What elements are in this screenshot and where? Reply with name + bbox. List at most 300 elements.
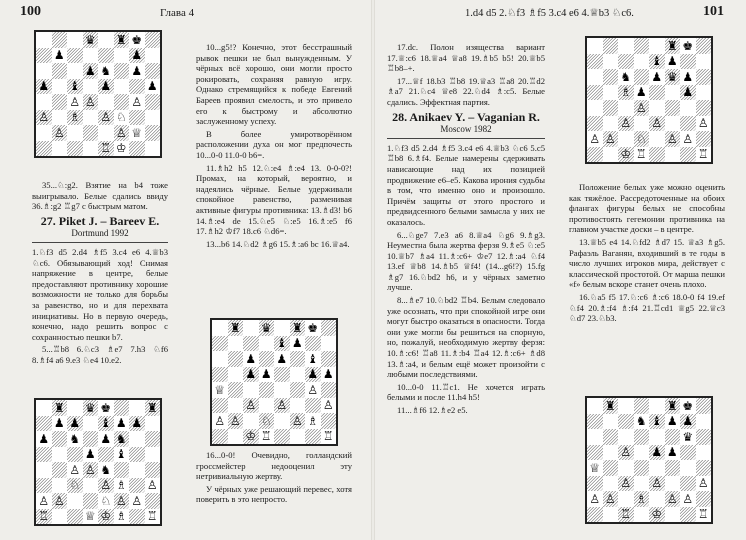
board-square (52, 416, 68, 432)
board-square (634, 131, 650, 147)
board-square (618, 398, 634, 414)
black-pawn-icon: ♟ (666, 445, 678, 460)
page-number-left: 100 (20, 4, 41, 19)
board-square (696, 414, 712, 430)
board-square (618, 429, 634, 445)
board-square (83, 509, 99, 525)
board-square (649, 85, 665, 101)
board-square (228, 351, 244, 367)
white-bishop-icon: ♗ (620, 85, 632, 100)
black-queen-icon: ♛ (84, 32, 96, 47)
board-square (98, 110, 114, 126)
board-square (129, 400, 145, 416)
white-bishop-icon: ♗ (307, 413, 319, 428)
board-square (696, 85, 712, 101)
board-square (98, 141, 114, 157)
board-square (634, 38, 650, 54)
annotation-text: В более умиротворённом расположении духа он мог предпочесть 10...0-0 11.0-0 b6=. (196, 128, 352, 160)
board-square (649, 131, 665, 147)
board-square (680, 147, 696, 163)
black-pawn-icon: ♟ (69, 416, 81, 431)
board-square (212, 398, 228, 414)
board-square (274, 320, 290, 336)
board-square (665, 460, 681, 476)
board-square (665, 131, 681, 147)
board-square (98, 125, 114, 141)
chess-diagram-5 (585, 396, 713, 524)
running-header: 1.d4 d5 2.♘f3 ♗f5 3.c4 e6 4.♕b3 ♘c6. (465, 8, 634, 19)
board-square (634, 429, 650, 445)
board-square (36, 400, 52, 416)
white-rook-icon: ♖ (100, 141, 112, 156)
board-square (83, 400, 99, 416)
white-pawn-icon: ♙ (53, 125, 65, 140)
white-queen-icon: ♕ (214, 382, 226, 397)
board-square (603, 147, 619, 163)
board-square (145, 416, 161, 432)
board-square (129, 509, 145, 525)
board-square (665, 100, 681, 116)
board-square (243, 351, 259, 367)
black-pawn-icon: ♟ (635, 85, 647, 100)
board-square (649, 491, 665, 507)
board-square (603, 445, 619, 461)
board-square (587, 460, 603, 476)
white-rook-icon: ♖ (620, 507, 632, 522)
black-knight-icon: ♞ (100, 63, 112, 78)
board-square (603, 38, 619, 54)
black-pawn-icon: ♟ (260, 367, 272, 382)
white-king-icon: ♔ (100, 509, 112, 524)
moves-text: 1.♘f3 d5 2.d4 ♗f5 3.c4 e6 4.♕b3 ♘c6. Обязывающий ход! Снимая напряжение в центре, белые предоставляют противнику хорошие возможности не только для борьбы за равенство, но и для перехвата инициативы. Но в первую очередь, конечно, надо решить вопрос с сохранностью пешки b7. (32, 246, 168, 342)
board-square (83, 48, 99, 64)
board-square (129, 431, 145, 447)
board-square (114, 79, 130, 95)
board-square (587, 85, 603, 101)
board-square (36, 141, 52, 157)
board-square (114, 416, 130, 432)
board-square (243, 320, 259, 336)
black-rook-icon: ♜ (291, 320, 303, 335)
board-square (290, 351, 306, 367)
board-square (680, 131, 696, 147)
board-square (649, 460, 665, 476)
board-square (98, 447, 114, 463)
white-rook-icon: ♖ (697, 507, 709, 522)
black-pawn-icon: ♟ (53, 416, 65, 431)
white-pawn-icon: ♙ (146, 478, 158, 493)
board-square (259, 413, 275, 429)
white-pawn-icon: ♙ (604, 491, 616, 506)
board-square (83, 32, 99, 48)
white-pawn-icon: ♙ (635, 100, 647, 115)
board-square (680, 414, 696, 430)
board-square (212, 320, 228, 336)
board-square (680, 491, 696, 507)
black-pawn-icon: ♟ (131, 48, 143, 63)
board-square (305, 382, 321, 398)
white-queen-icon: ♕ (84, 509, 96, 524)
black-pawn-icon: ♟ (131, 63, 143, 78)
board-square (129, 493, 145, 509)
board-square (259, 429, 275, 445)
black-bishop-icon: ♝ (69, 79, 81, 94)
board-square (98, 400, 114, 416)
board-square (603, 507, 619, 523)
board-square (114, 125, 130, 141)
board-square (290, 320, 306, 336)
black-king-icon: ♚ (682, 398, 694, 413)
white-pawn-icon: ♙ (131, 94, 143, 109)
board-square (259, 320, 275, 336)
board-square (680, 476, 696, 492)
white-pawn-icon: ♙ (666, 131, 678, 146)
board-square (228, 429, 244, 445)
white-rook-icon: ♖ (322, 429, 334, 444)
board-square (603, 491, 619, 507)
black-pawn-icon: ♟ (682, 414, 694, 429)
black-rook-icon: ♜ (666, 38, 678, 53)
black-pawn-icon: ♟ (245, 351, 257, 366)
chess-diagram-1 (34, 30, 162, 158)
board-square (587, 491, 603, 507)
board-square (114, 63, 130, 79)
board-square (36, 478, 52, 494)
board-square (321, 320, 337, 336)
white-pawn-icon: ♙ (604, 131, 616, 146)
left-column-2-bottom (196, 450, 352, 507)
board-square (212, 413, 228, 429)
board-square (587, 147, 603, 163)
board-square (680, 398, 696, 414)
white-rook-icon: ♖ (635, 147, 647, 162)
board-square (98, 63, 114, 79)
board-square (696, 54, 712, 70)
white-pawn-icon: ♙ (245, 398, 257, 413)
board-square (98, 431, 114, 447)
board-square (259, 351, 275, 367)
board-square (52, 493, 68, 509)
black-pawn-icon: ♟ (100, 431, 112, 446)
board-square (67, 478, 83, 494)
board-square (36, 431, 52, 447)
left-column-1 (32, 180, 168, 368)
board-square (665, 38, 681, 54)
board-square (696, 69, 712, 85)
board-square (83, 493, 99, 509)
white-pawn-icon: ♙ (666, 491, 678, 506)
board-square (603, 398, 619, 414)
board-square (321, 398, 337, 414)
board-square (145, 110, 161, 126)
black-pawn-icon: ♟ (276, 351, 288, 366)
black-pawn-icon: ♟ (291, 336, 303, 351)
board-square (259, 336, 275, 352)
white-pawn-icon: ♙ (53, 493, 65, 508)
white-rook-icon: ♖ (260, 429, 272, 444)
board-square (305, 413, 321, 429)
annotation-text: Положение белых уже можно оценить как тяжёлое. Рассредоточенные на обоих флангах фигуры белых не способны противостоять гегемонии противника на главном участке доски – в центре. (569, 182, 725, 235)
board-square (145, 509, 161, 525)
board-square (67, 63, 83, 79)
board-square (680, 38, 696, 54)
board-square (696, 131, 712, 147)
board-square (243, 398, 259, 414)
board-square (129, 48, 145, 64)
board-square (321, 351, 337, 367)
moves-text: 11...♗f6 12.♗e2 e5. (397, 405, 468, 415)
board-square (618, 131, 634, 147)
board-square (618, 69, 634, 85)
black-rook-icon: ♜ (229, 320, 241, 335)
board-square (243, 382, 259, 398)
board-square (665, 507, 681, 523)
board-square (696, 491, 712, 507)
white-knight-icon: ♘ (260, 413, 272, 428)
board-square (649, 100, 665, 116)
moves-text: 13...b6 14.♘d2 ♗g6 15.♗:a6 bc 16.♕a4. (206, 238, 350, 249)
board-square (680, 460, 696, 476)
board-square (67, 447, 83, 463)
board-square (603, 460, 619, 476)
board-square (83, 63, 99, 79)
board-square (129, 125, 145, 141)
white-knight-icon: ♘ (635, 131, 647, 146)
board-square (321, 336, 337, 352)
board-square (649, 147, 665, 163)
board-square (145, 462, 161, 478)
board-square (67, 416, 83, 432)
board-square (243, 336, 259, 352)
board-square (587, 476, 603, 492)
board-square (603, 131, 619, 147)
board-square (274, 398, 290, 414)
board-square (243, 429, 259, 445)
board-square (52, 79, 68, 95)
board-square (36, 125, 52, 141)
board-square (52, 462, 68, 478)
board-square (228, 382, 244, 398)
game-place: Moscow 1982 (440, 124, 492, 135)
board-square (259, 367, 275, 383)
board-square (680, 54, 696, 70)
board-square (145, 79, 161, 95)
board-square (587, 507, 603, 523)
white-pawn-icon: ♙ (131, 493, 143, 508)
board-square (98, 48, 114, 64)
white-queen-icon: ♕ (589, 460, 601, 475)
board-square (649, 429, 665, 445)
board-square (665, 54, 681, 70)
board-square (649, 445, 665, 461)
black-queen-icon: ♛ (666, 69, 678, 84)
board-square (36, 32, 52, 48)
black-knight-icon: ♞ (635, 414, 647, 429)
board-square (290, 413, 306, 429)
board-square (618, 414, 634, 430)
black-pawn-icon: ♟ (682, 69, 694, 84)
white-pawn-icon: ♙ (620, 476, 632, 491)
black-pawn-icon: ♟ (38, 431, 50, 446)
board-square (665, 476, 681, 492)
annotation-text: 11.♗h2 h5 12.♘:e4 ♗:e4 13. 0-0-0?! Промах, на который, вероятно, и надеялись чёрные. Белые удерживали спокойное равенство, разменивая активные фигуры противника: 13.♗d3! b6 14.♗:e4 de 15.♘e5 ♘:e5 16.♗:e5 f6 17.♗h2 ♔f7 18.c6 ♘d6=. (196, 162, 352, 237)
board-square (696, 147, 712, 163)
white-pawn-icon: ♙ (322, 398, 334, 413)
board-square (618, 491, 634, 507)
black-king-icon: ♚ (307, 320, 319, 335)
board-square (83, 79, 99, 95)
board-square (212, 367, 228, 383)
black-bishop-icon: ♝ (115, 447, 127, 462)
board-square (649, 398, 665, 414)
white-pawn-icon: ♙ (69, 462, 81, 477)
board-square (145, 94, 161, 110)
board-square (114, 94, 130, 110)
white-king-icon: ♔ (651, 507, 663, 522)
board-square (665, 147, 681, 163)
white-rook-icon: ♖ (38, 509, 50, 524)
board-square (145, 431, 161, 447)
white-pawn-icon: ♙ (589, 491, 601, 506)
board-square (129, 94, 145, 110)
annotation-text: 17.dc. Полон изящества вариант 17.♕:c6 18.♕a4 ♕a8 19.♗b5 b5! 20.♕b5 ♖b8–+. (387, 42, 545, 74)
board-square (67, 462, 83, 478)
moves-text: 16.♘a5 f5 17.♘:c6 ♗:c6 18.0-0 f4 19.ef ♘f4 20.♗:f4 ♗:f4 21.♖cd1 ♕g5 22.♕c3 ♘d7 23.♘b3. (569, 291, 725, 324)
board-square (98, 493, 114, 509)
black-pawn-icon: ♟ (666, 414, 678, 429)
board-square (243, 367, 259, 383)
black-rook-icon: ♜ (604, 398, 616, 413)
board-square (36, 110, 52, 126)
board-square (36, 509, 52, 525)
board-square (67, 110, 83, 126)
board-square (618, 460, 634, 476)
board-square (83, 478, 99, 494)
board-square (98, 416, 114, 432)
board-square (587, 116, 603, 132)
chapter-title: Глава 4 (160, 7, 195, 19)
board-square (83, 110, 99, 126)
board-square (67, 431, 83, 447)
board-square (145, 63, 161, 79)
board-square (67, 509, 83, 525)
board-square (52, 125, 68, 141)
black-bishop-icon: ♝ (100, 416, 112, 431)
white-knight-icon: ♘ (115, 110, 127, 125)
board-square (305, 367, 321, 383)
game-place: Dortmund 1992 (71, 228, 129, 239)
divider (387, 138, 545, 139)
board-square (649, 69, 665, 85)
board-square (36, 462, 52, 478)
board-square (587, 429, 603, 445)
white-bishop-icon: ♗ (635, 491, 647, 506)
board-square (665, 429, 681, 445)
board-square (98, 478, 114, 494)
board-square (680, 85, 696, 101)
board-square (129, 416, 145, 432)
board-square (305, 429, 321, 445)
white-pawn-icon: ♙ (100, 478, 112, 493)
black-pawn-icon: ♟ (146, 79, 158, 94)
board-square (52, 447, 68, 463)
white-pawn-icon: ♙ (697, 476, 709, 491)
black-pawn-icon: ♟ (84, 63, 96, 78)
board-square (52, 478, 68, 494)
annotation-text: У чёрных уже решающий перевес, хотя поверить в это непросто. (196, 483, 352, 505)
divider (32, 242, 168, 243)
black-king-icon: ♚ (131, 32, 143, 47)
board-square (649, 507, 665, 523)
board-square (145, 400, 161, 416)
white-pawn-icon: ♙ (651, 116, 663, 131)
white-pawn-icon: ♙ (214, 413, 226, 428)
white-knight-icon: ♘ (69, 478, 81, 493)
board-square (145, 141, 161, 157)
board-square (587, 398, 603, 414)
board-square (52, 48, 68, 64)
board-square (665, 445, 681, 461)
board-square (129, 141, 145, 157)
board-square (649, 38, 665, 54)
board-square (274, 429, 290, 445)
black-pawn-icon: ♟ (38, 79, 50, 94)
board-square (52, 400, 68, 416)
board-square (587, 414, 603, 430)
white-bishop-icon: ♗ (69, 110, 81, 125)
board-square (634, 414, 650, 430)
chess-diagram-2 (34, 398, 162, 526)
board-square (321, 413, 337, 429)
board-square (36, 447, 52, 463)
black-pawn-icon: ♟ (131, 416, 143, 431)
board-square (228, 367, 244, 383)
board-square (212, 336, 228, 352)
board-square (83, 94, 99, 110)
white-queen-icon: ♕ (131, 125, 143, 140)
black-pawn-icon: ♟ (307, 367, 319, 382)
annotation-text: 16...0-0! Очевидно, голландский гроссмейстер недооценил эту нетривиальную жертву. (196, 450, 352, 482)
black-pawn-icon: ♟ (682, 85, 694, 100)
black-knight-icon: ♞ (620, 69, 632, 84)
board-square (274, 413, 290, 429)
board-square (36, 416, 52, 432)
board-square (52, 110, 68, 126)
board-square (587, 38, 603, 54)
board-square (649, 54, 665, 70)
board-square (696, 100, 712, 116)
board-square (634, 491, 650, 507)
board-square (274, 336, 290, 352)
board-square (36, 79, 52, 95)
board-square (83, 141, 99, 157)
black-bishop-icon: ♝ (651, 54, 663, 69)
board-square (243, 413, 259, 429)
board-square (649, 116, 665, 132)
board-square (67, 125, 83, 141)
board-square (98, 462, 114, 478)
board-square (634, 85, 650, 101)
board-square (67, 48, 83, 64)
moves-text: 17...♕f 18.b3 ♖b8 19.♕a3 ♖a8 20.♖d2 ♗a7 21.♘c4 ♕e8 22.♘d4 ♗:c5. Белые сдались. Эффектная партия. (387, 75, 545, 107)
board-square (36, 63, 52, 79)
board-square (603, 85, 619, 101)
board-square (603, 414, 619, 430)
black-rook-icon: ♜ (146, 400, 158, 415)
board-square (228, 320, 244, 336)
board-square (634, 116, 650, 132)
white-pawn-icon: ♙ (229, 413, 241, 428)
